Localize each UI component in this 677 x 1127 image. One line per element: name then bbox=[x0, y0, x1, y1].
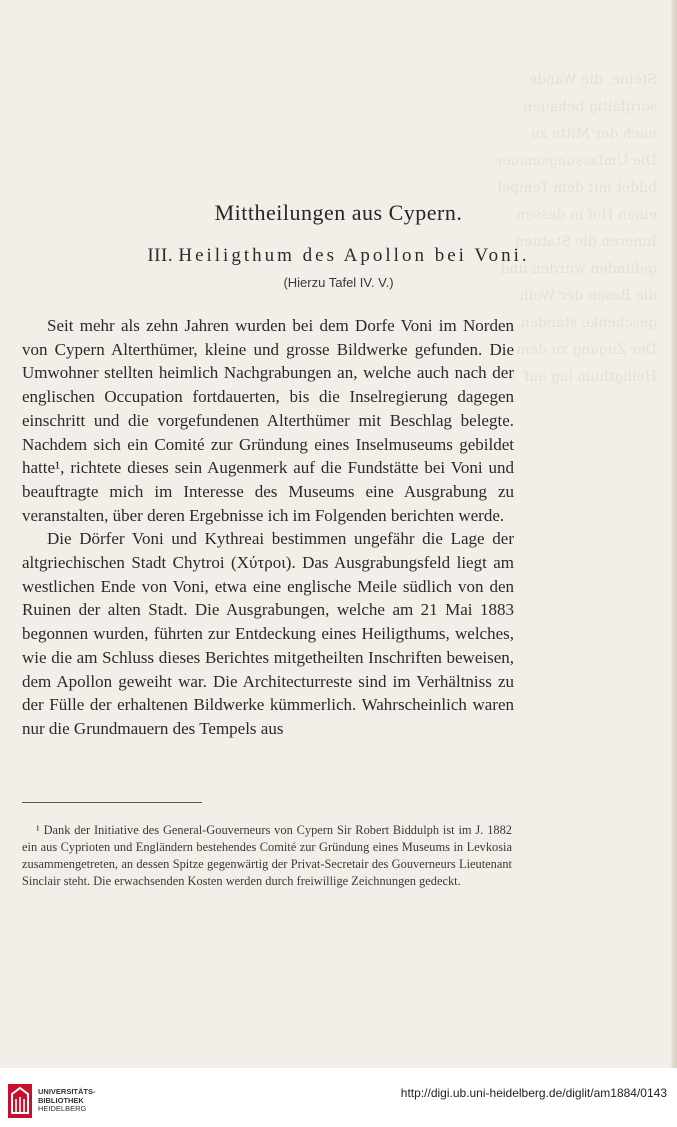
section-heading bbox=[0, 245, 677, 267]
page-edge-shadow bbox=[671, 0, 677, 1068]
paragraph: Die Dörfer Voni und Kythreai bestimmen ungefähr die Lage der altgriechischen Stadt Chytroi (Χύτροι). Das Ausgrabungsfeld liegt am westlichen Ende von Voni, etwa eine englische Meile südlich von den Ruinen der alten Stadt. Die Ausgrabungen, welche am 21 Mai 1883 begonnen wurden, führten zur Entdeckung eines Heiligthums, welches, wie die am Schluss dieses Berichtes mitgetheilten Inschriften beweisen, dem Apollon geweiht war. Die Architecturreste sind im Verhältniss zu der Fülle der erhaltenen Bildwerke kümmerlich. Wahrscheinlich waren nur die Grundmauern des Tempels aus bbox=[22, 529, 514, 738]
logo-line: BIBLIOTHEK bbox=[38, 1095, 84, 1105]
show-through-text: Steine, die Wände sorgfältig behauen nach der Mitte zu Die Umfassungsmauer bildet mit dem Tempel einen Hof in dessen Inneren die Statuen gefunden wurden und die Basen der Weih geschenke standen. Der Zugang zu dem Heiligthum lag auf bbox=[495, 72, 657, 385]
source-url-link[interactable]: http://digi.ub.uni-heidelberg.de/diglit/am1884/0143 bbox=[400, 1086, 667, 1100]
body-text bbox=[22, 314, 514, 741]
section-name: Heiligthum des Apollon bei Voni. bbox=[178, 245, 530, 266]
footnote-separator bbox=[22, 802, 202, 803]
logo-line: HEIDELBERG bbox=[38, 1104, 87, 1114]
plate-reference: (Hierzu Tafel IV. V.) bbox=[283, 275, 394, 290]
library-logo-text[interactable] bbox=[38, 1088, 96, 1114]
footer-bar bbox=[0, 1068, 677, 1127]
page-title: Mittheilungen aus Cypern. bbox=[214, 200, 463, 225]
section-number: III. bbox=[147, 245, 179, 266]
library-logo-icon[interactable] bbox=[8, 1084, 32, 1118]
logo-line: UNIVERSITÄTS- bbox=[38, 1087, 96, 1096]
footnote: ¹ Dank der Initiative des General-Gouverneurs von Cypern Sir Robert Biddulph ist im J. 1882 ein aus Cyprioten und Engländern bestehendes Comité zur Gründung eines Museums in Levkosia zusammengetreten, an dessen Spitze gegenwärtig der Privat-Secretair des Gouverneurs Lieutenant Sinclair steht. Die erwachsenden Kosten werden durch freiwillige Zeichnungen gedeckt. bbox=[22, 823, 512, 888]
paragraph: Seit mehr als zehn Jahren wurden bei dem Dorfe Voni im Norden von Cypern Alterthümer, kleine und grosse Bildwerke gefunden. Die Umwohner stellten heimlich Nachgrabungen an, welche auch nach der englischen Occupation fortdauerten, bis die Inselregierung dagegen einschritt und die vorgefundenen Alterthümer mit Beschlag belegte. Nachdem sich ein Comité zur Gründung eines Inselmuseums gebildet hatte¹, richtete dieses sein Augenmerk auf die Fundstätte bei Voni und beauftragte mich im Interesse des Museums eine Ausgrabung zu veranstalten, über deren Ergebnisse ich im Folgenden berichten werde. bbox=[22, 316, 514, 525]
